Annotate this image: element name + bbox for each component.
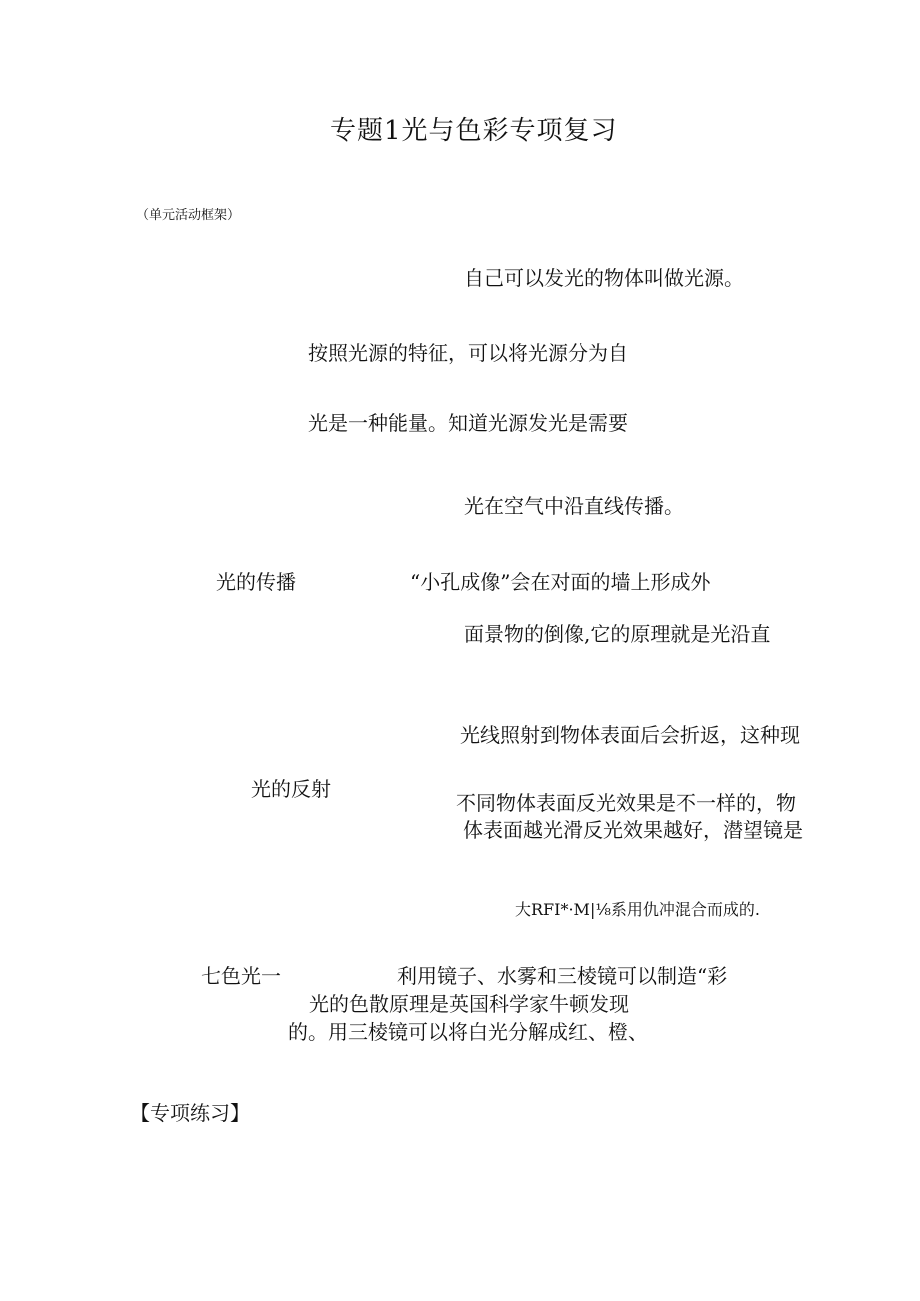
color-garbled-text: 大RFI*·M|⅛系用仇冲混合而成的. [515, 900, 760, 919]
practice-heading: 【专项练习】 [130, 1101, 250, 1125]
pinhole-text-line1: “小孔成像”会在对面的墙上形成外 [410, 570, 711, 594]
page-subtitle: （单元活动框架） [136, 208, 241, 223]
reflection-text-line3: 体表面越光滑反光效果越好，潜望镜是 [463, 818, 803, 842]
light-source-definition: 自己可以发光的物体叫做光源。 [464, 266, 744, 290]
light-energy-text: 光是一种能量。知道光源发光是需要 [308, 411, 628, 435]
dispersion-text-line1: 光的色散原理是英国科学家牛顿发现 [309, 992, 629, 1016]
reflection-label: 光的反射 [251, 777, 331, 801]
propagation-label: 光的传播 [216, 570, 296, 594]
seven-color-label: 七色光一 [201, 964, 281, 988]
reflection-text-line1: 光线照射到物体表面后会折返，这种现 [460, 723, 800, 747]
light-straight-line-text: 光在空气中沿直线传播。 [464, 494, 684, 518]
light-source-classification: 按照光源的特征，可以将光源分为自 [308, 341, 628, 365]
reflection-text-line2: 不同物体表面反光效果是不一样的，物 [456, 791, 796, 815]
page-title: 专题1光与色彩专项复习 [330, 116, 618, 146]
dispersion-text-line2: 的。用三棱镜可以将白光分解成红、橙、 [288, 1020, 648, 1044]
rainbow-text: 利用镜子、水雾和三棱镜可以制造“彩 [397, 964, 728, 988]
pinhole-text-line2: 面景物的倒像,它的原理就是光沿直 [464, 622, 771, 646]
